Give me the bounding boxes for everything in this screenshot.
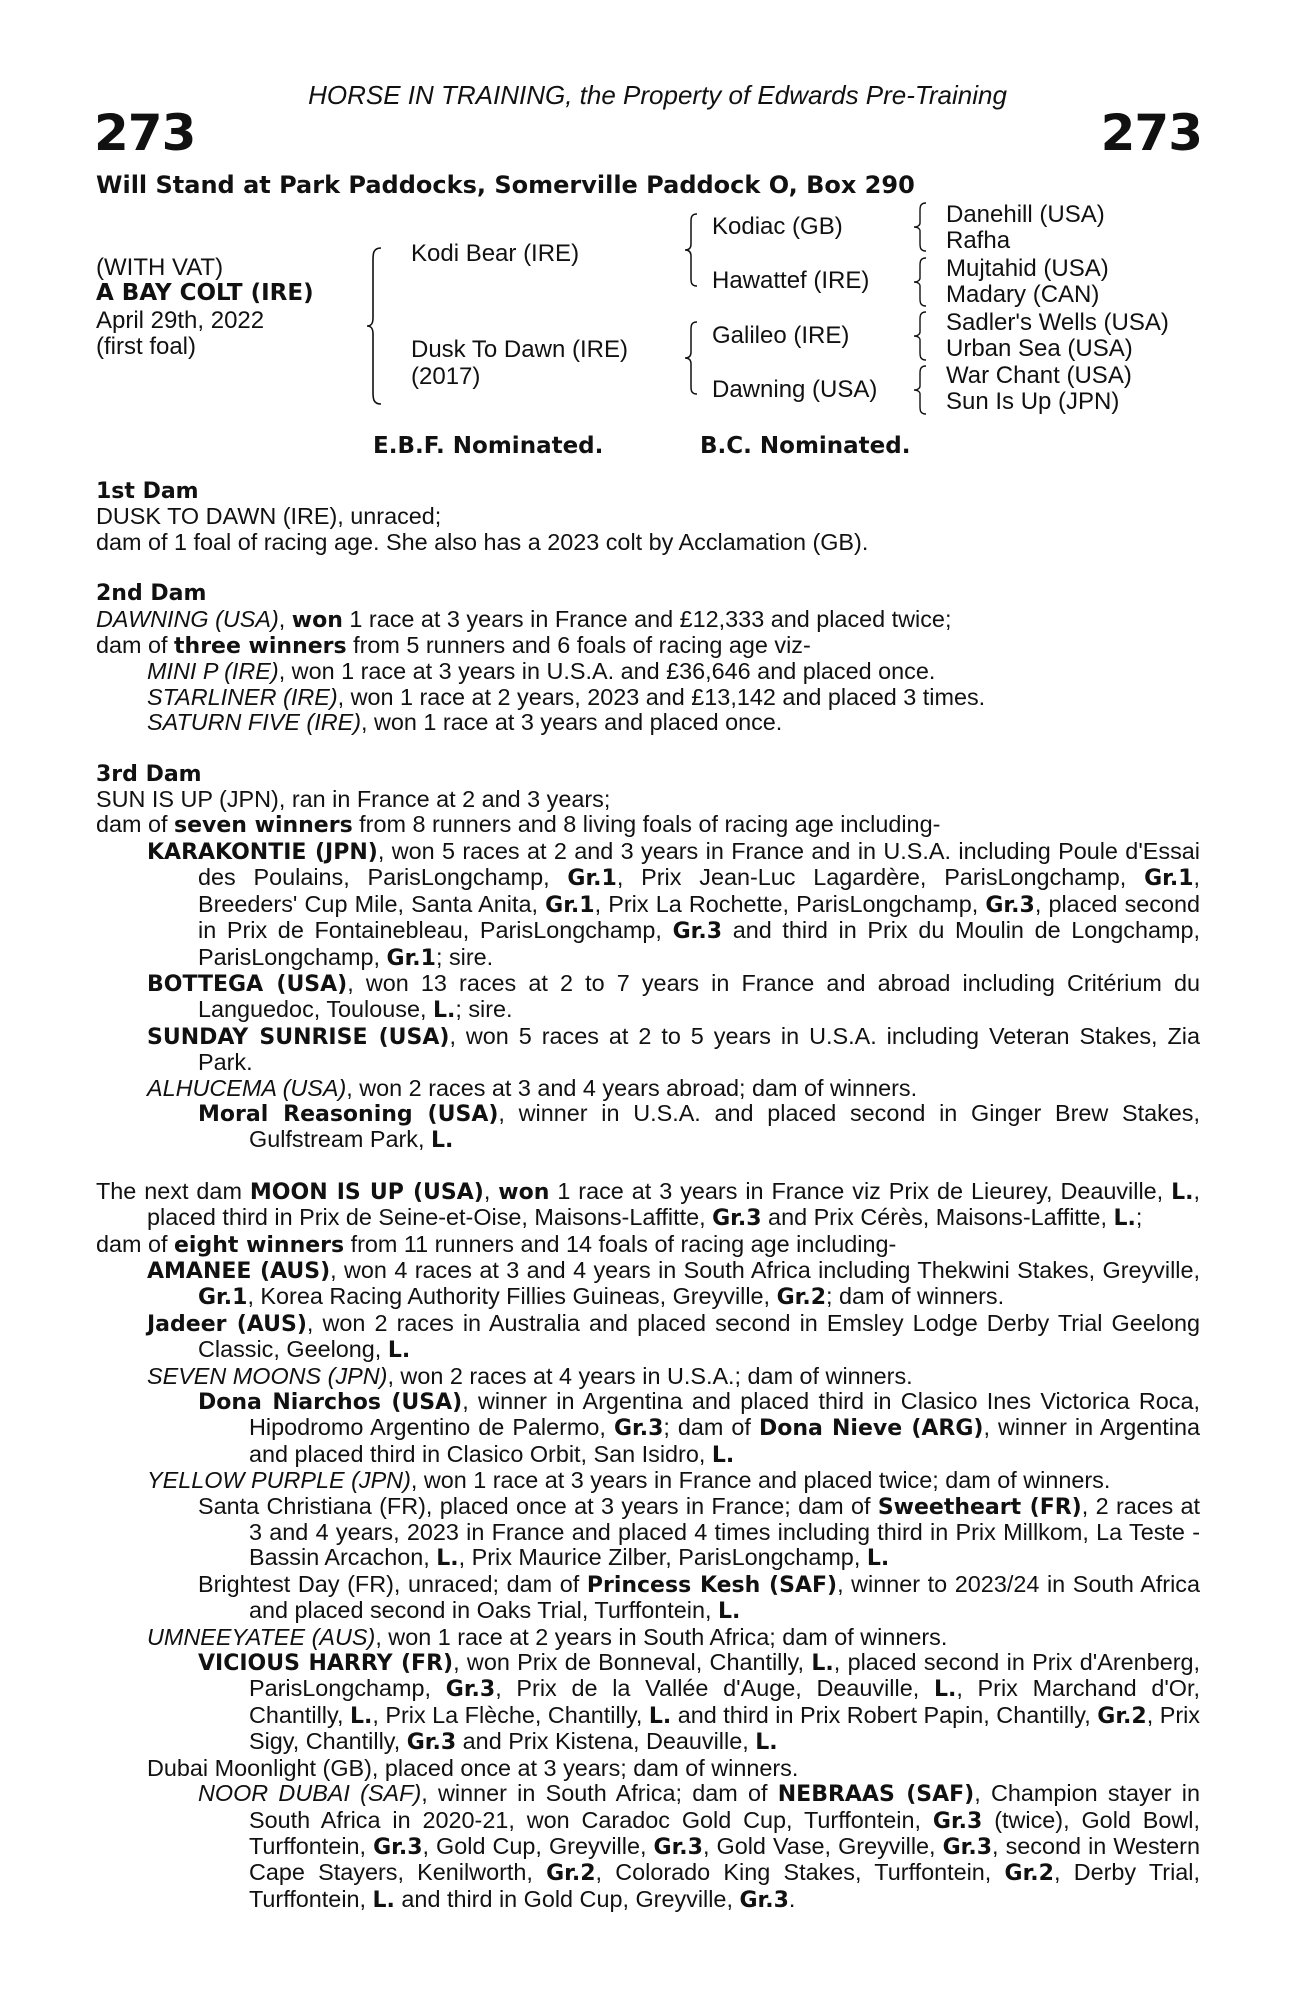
list-item: SATURN FIVE (IRE), won 1 race at 3 years and placed once. — [147, 709, 783, 736]
list-item: YELLOW PURPLE (JPN), won 1 race at 3 years in France and placed twice; dam of winners. — [147, 1467, 1111, 1494]
next-dam-line: The next dam MOON IS UP (USA), won 1 race at 3 years in France viz Prix de Lieurey, Deauville, L., placed third in Prix de Seine-et-Oise, Maisons-Laffitte, Gr.3 and Prix Cérès, Maisons-Laffitte, L.; — [96, 1177, 1201, 1232]
list-item: ALHUCEMA (USA), won 2 races at 3 and 4 years abroad; dam of winners. — [147, 1074, 918, 1101]
first-dam-line: DUSK TO DAWN (IRE), unraced; — [96, 503, 442, 530]
pedigree-brace-6 — [912, 310, 930, 362]
pedigree-brace-3 — [683, 320, 703, 396]
list-item: SUNDAY SUNRISE (USA), won 5 races at 2 to 5 years in U.S.A. including Veteran Stakes, Zia Park. — [147, 1022, 1200, 1076]
dam-sire: Galileo (IRE) — [712, 322, 850, 349]
third-dam-produce: dam of seven winners from 8 runners and 8 living foals of racing age including- — [96, 811, 941, 839]
vat-note: (WITH VAT) — [96, 254, 224, 281]
list-item: AMANEE (AUS), won 4 races at 3 and 4 years in South Africa including Thekwini Stakes, Greyville, Gr.1, Korea Racing Authority Fillies Guineas, Greyville, Gr.2; dam of winners. — [147, 1256, 1200, 1311]
list-item: Dubai Moonlight (GB), placed once at 3 years; dam of winners. — [147, 1754, 799, 1781]
list-item: Brightest Day (FR), unraced; dam of Princess Kesh (SAF), winner to 2023/24 in South Africa and placed second in Oaks Trial, Turffontein, L. — [198, 1570, 1200, 1625]
pedigree-brace-4 — [912, 201, 930, 253]
second-dam-heading: 2nd Dam — [96, 581, 207, 607]
list-item: BOTTEGA (USA), won 13 races at 2 to 7 years in France and abroad including Critérium du Languedoc, Toulouse, L.; sire. — [147, 969, 1200, 1024]
sire-dam: Hawattef (IRE) — [712, 267, 870, 294]
list-item: VICIOUS HARRY (FR), won Prix de Bonneval, Chantilly, L., placed second in Prix d'Arenberg, ParisLongchamp, Gr.3, Prix de la Vallée d'Auge, Deauville, L., Prix Marchand d'Or, Chantilly, L., Prix La Flèche, Chantilly, L. and third in Prix Robert Papin, Chantilly, Gr.2, Prix Sigy, Chantilly, Gr.3 and Prix Kistena, Deauville, L. — [198, 1649, 1201, 1756]
list-item: Jadeer (AUS), won 2 races in Australia and placed second in Emsley Lodge Derby Trial Geelong Classic, Geelong, L. — [147, 1309, 1200, 1364]
second-dam-line: DAWNING (USA), won 1 race at 3 years in France and £12,333 and placed twice; — [96, 605, 952, 633]
produce-record — [96, 478, 1200, 1913]
list-item: UMNEEYATEE (AUS), won 1 race at 2 years in South Africa; dam of winners. — [147, 1623, 948, 1650]
horse-name: A BAY COLT (IRE) — [96, 280, 314, 306]
dam-year: (2017) — [411, 363, 481, 390]
sire-name: Kodi Bear (IRE) — [411, 240, 580, 267]
grandsire-4: Madary (CAN) — [946, 281, 1100, 308]
second-dam-produce: dam of three winners from 5 runners and 6 foals of racing age viz- — [96, 632, 811, 660]
pedigree-brace-7 — [912, 364, 930, 416]
list-item: MINI P (IRE), won 1 race at 3 years in U.S.A. and £36,646 and placed once. — [147, 658, 936, 685]
third-dam-line: SUN IS UP (JPN), ran in France at 2 and 3 years; — [96, 786, 611, 813]
list-item: KARAKONTIE (JPN), won 5 races at 2 and 3 years in France and in U.S.A. including Poule d'Essai des Poulains, ParisLongchamp, Gr.1, Prix Jean-Luc Lagardère, ParisLongchamp, Gr.1, Breeders' Cup Mile, Santa Anita, Gr.1, Prix La Rochette, ParisLongchamp, Gr.3, placed second in Prix de Fontainebleau, ParisLongchamp, Gr.3 and third in Prix du Moulin de Longchamp, ParisLongchamp, Gr.1; sire. — [147, 837, 1201, 971]
third-dam-heading: 3rd Dam — [96, 761, 202, 787]
pedigree-brace-2 — [683, 212, 703, 288]
sire-sire: Kodiac (GB) — [712, 213, 843, 240]
grandsire-6: Urban Sea (USA) — [946, 335, 1133, 362]
lot-number-left: 273 — [94, 104, 196, 162]
grandsire-8: Sun Is Up (JPN) — [946, 388, 1120, 415]
stand-location: Will Stand at Park Paddocks, Somerville Paddock O, Box 290 — [96, 171, 915, 199]
grandsire-2: Rafha — [946, 227, 1011, 254]
list-item: Santa Christiana (FR), placed once at 3 years in France; dam of Sweetheart (FR), 2 races at 3 and 4 years, 2023 in France and placed 4 times including third in Prix Millkom, La Teste - Bassin Arcachon, L., Prix Maurice Zilber, ParisLongchamp, L. — [198, 1492, 1201, 1572]
next-dam-produce: dam of eight winners from 11 runners and 14 foals of racing age including- — [96, 1230, 897, 1258]
ebf-nomination: E.B.F. Nominated. — [373, 433, 604, 459]
list-item: Dona Niarchos (USA), winner in Argentina and placed third in Clasico Ines Victorica Roca, Hipodromo Argentino de Palermo, Gr.3; dam of Dona Nieve (ARG), winner in Argentina and placed third in Clasico Orbit, San Isidro, L. — [198, 1388, 1201, 1468]
list-item: NOOR DUBAI (SAF), winner in South Africa; dam of NEBRAAS (SAF), Champion stayer in South Africa in 2020-21, won Caradoc Gold Cup, Turffontein, Gr.3 (twice), Gold Bowl, Turffontein, Gr.3, Gold Cup, Greyville, Gr.3, Gold Vase, Greyville, Gr.3, second in Western Cape Stayers, Kenilworth, Gr.2, Colorado King Stakes, Turffontein, Gr.2, Derby Trial, Turffontein, L. and third in Gold Cup, Greyville, Gr.3. — [198, 1780, 1201, 1913]
page-header-title: HORSE IN TRAINING, the Property of Edwards Pre-Training — [308, 80, 1007, 110]
foal-note: (first foal) — [96, 333, 197, 360]
grandsire-1: Danehill (USA) — [946, 201, 1105, 228]
dam-name: Dusk To Dawn (IRE) — [411, 336, 628, 363]
list-item: STARLINER (IRE), won 1 race at 2 years, 2023 and £13,142 and placed 3 times. — [147, 683, 986, 710]
pedigree-brace-5 — [912, 256, 930, 308]
lot-number-right: 273 — [1100, 104, 1202, 162]
dam-dam: Dawning (USA) — [712, 376, 878, 403]
foaling-date: April 29th, 2022 — [96, 307, 265, 334]
bc-nomination: B.C. Nominated. — [700, 433, 911, 459]
grandsire-3: Mujtahid (USA) — [946, 255, 1109, 282]
grandsire-7: War Chant (USA) — [946, 362, 1132, 389]
grandsire-5: Sadler's Wells (USA) — [946, 309, 1169, 336]
list-item: Moral Reasoning (USA), winner in U.S.A. and placed second in Ginger Brew Stakes, Gulfstream Park, L. — [198, 1099, 1200, 1154]
first-dam-heading: 1st Dam — [96, 479, 199, 504]
pedigree-brace-1 — [365, 246, 387, 406]
list-item: SEVEN MOONS (JPN), won 2 races at 4 years in U.S.A.; dam of winners. — [147, 1362, 913, 1389]
first-dam-produce: dam of 1 foal of racing age. She also has a 2023 colt by Acclamation (GB). — [96, 528, 869, 555]
